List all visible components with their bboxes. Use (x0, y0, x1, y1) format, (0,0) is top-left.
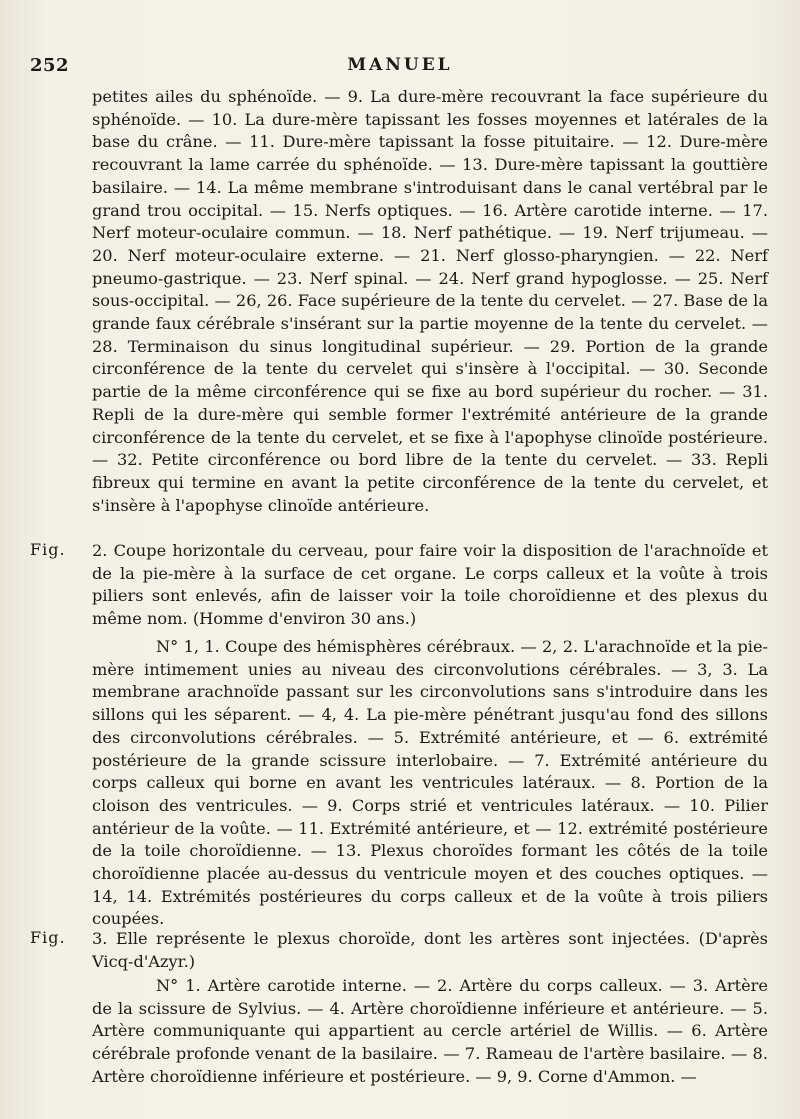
figure-3-caption (92, 928, 768, 973)
figure-label-3: Fig. (30, 928, 66, 947)
figure-2-legend (92, 636, 768, 931)
page-number: 252 (30, 55, 70, 76)
running-title: MANUEL (347, 55, 453, 75)
caption-text: 2. Coupe horizontale du cerveau, pour faire voir la disposition de l'arachnoïde et de la pie-mère à la surface de cet organe. Le corps calleux et la voûte à trois piliers sont enlevés, afin de laisser voir la toile choroïdienne et des plexus du même nom. (Homme d'environ 30 ans.) (92, 541, 768, 629)
caption-text: 3. Elle représente le plexus choroïde, dont les artères sont injectées. (D'après Vicq-d'Azyr.) (92, 929, 768, 971)
legend-text: petites ailes du sphénoïde. — 9. La dure-mère recouvrant la face supérieure du sphénoïde. — 10. La dure-mère tapissant les fosses moyennes et latérales de la base du crâne. — 11. Dure-mère tapissant la fosse pituitaire. — 12. Dure-mère recouvrant la lame carrée du sphénoïde. — 13. Dure-mère tapissant la gouttière basilaire. — 14. La même membrane s'introduisant dans le canal vertébral par le grand trou occipital. — 15. Nerfs optiques. — 16. Artère carotide interne. — 17. Nerf moteur-oculaire commun. — 18. Nerf pathétique. — 19. Nerf trijumeau. — 20. Nerf moteur-oculaire externe. — 21. Nerf glosso-pharyngien. — 22. Nerf pneumo-gastrique. — 23. Nerf spinal. — 24. Nerf grand hypoglosse. — 25. Nerf sous-occipital. — 26, 26. Face supérieure de la tente du cervelet. — 27. Base de la grande faux cérébrale s'insérant sur la partie moyenne de la tente du cervelet. — 28. Terminaison du sinus longitudinal supérieur. — 29. Portion de la grande circonférence de la tente du cervelet qui s'insère à l'occipital. — 30. Seconde partie de la même circonférence qui se fixe au bord supérieur du rocher. — 31. Repli de la dure-mère qui semble former l'extrémité antérieure de la grande circonférence de la tente du cervelet, et se fixe à l'apophyse clinoïde postérieure. — 32. Petite circonférence ou bord libre de la tente du cervelet. — 33. Repli fibreux qui termine en avant la petite circonférence de la tente du cervelet, et s'insère à l'apophyse clinoïde antérieure. (92, 87, 768, 515)
figure-3-legend (92, 975, 768, 1089)
figure-label-2: Fig. (30, 540, 66, 559)
legend-text: N° 1. Artère carotide interne. — 2. Artère du corps calleux. — 3. Artère de la scissure de Sylvius. — 4. Artère choroïdienne inférieure et antérieure. — 5. Artère communiquante qui appartient au cercle artériel de Willis. — 6. Artère cérébrale profonde venant de la basilaire. — 7. Rameau de l'artère basilaire. — 8. Artère choroïdienne inférieure et postérieure. — 9, 9. Corne d'Ammon. — (92, 976, 768, 1086)
legend-text: N° 1, 1. Coupe des hémisphères cérébraux. — 2, 2. L'arachnoïde et la pie-mère intimement unies au niveau des circonvolutions cérébrales. — 3, 3. La membrane arachnoïde passant sur les circonvolutions sans s'introduire dans les sillons qui les séparent. — 4, 4. La pie-mère pénétrant jusqu'au fond des sillons des circonvolutions cérébrales. — 5. Extrémité antérieure, et — 6. extrémité postérieure de la grande scissure interlobaire. — 7. Extrémité antérieure du corps calleux qui borne en avant les ventricules latéraux. — 8. Portion de la cloison des ventricules. — 9. Corps strié et ventricules latéraux. — 10. Pilier antérieur de la voûte. — 11. Extrémité antérieure, et — 12. extrémité postérieure de la toile choroïdienne. — 13. Plexus choroïdes formant les côtés de la toile choroïdienne placée au-dessus du ventricule moyen et des couches optiques. — 14, 14. Extrémités postérieures du corps calleux et de la voûte à trois piliers coupées. (92, 637, 768, 929)
figure-2-caption (92, 540, 768, 631)
page-header (30, 55, 770, 83)
legend-continuation-fig-1 (92, 86, 768, 517)
